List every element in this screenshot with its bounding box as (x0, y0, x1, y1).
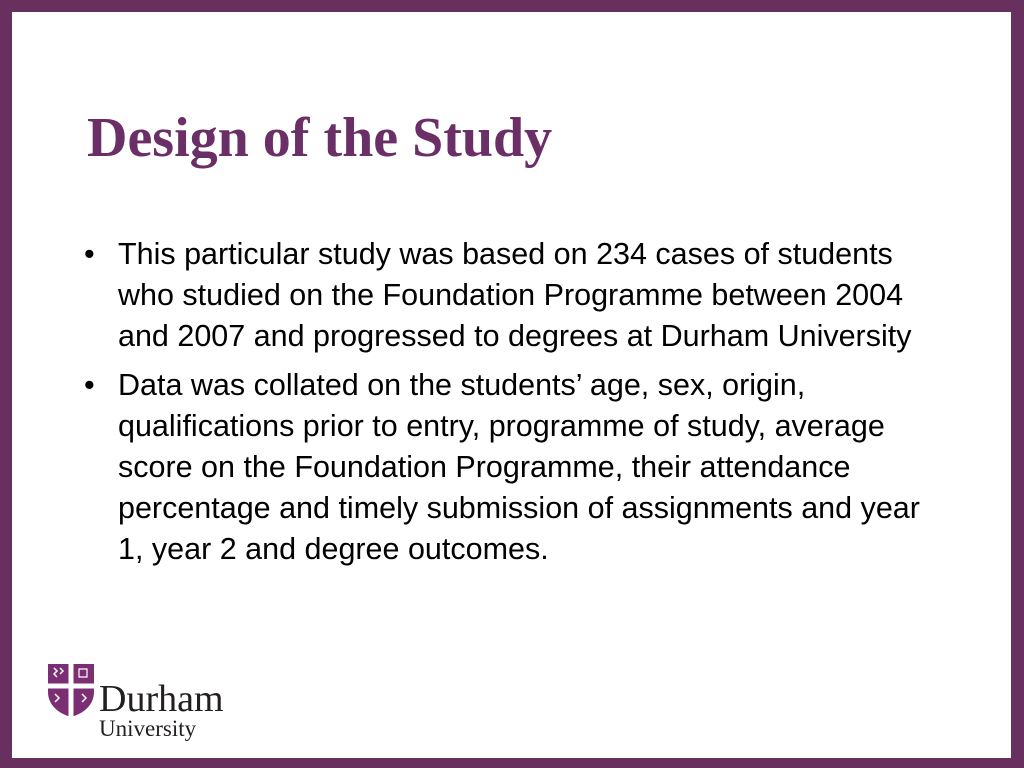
bullet-item (84, 365, 924, 570)
logo-text-university: University (99, 716, 197, 741)
bullet-marker: • (84, 237, 95, 271)
slide (12, 12, 1011, 758)
bullet-text: This particular study was based on 234 cases of students who studied on the Foundation Programme between 2004 and 2007 and progressed to degrees at Durham University (118, 237, 912, 353)
durham-university-logo (46, 660, 246, 746)
logo-text-durham: Durham (99, 678, 224, 720)
durham-shield-icon (46, 662, 96, 718)
bullet-list (84, 234, 924, 578)
bullet-text: Data was collated on the students’ age, sex, origin, qualifications prior to entry, programme of study, average score on the Foundation Programme, their attendance percentage and timely submission of assignments and year 1, year 2 and degree outcomes. (118, 368, 920, 566)
bullet-marker: • (84, 368, 95, 402)
slide-title: Design of the Study (87, 107, 553, 169)
bullet-item (84, 234, 924, 357)
